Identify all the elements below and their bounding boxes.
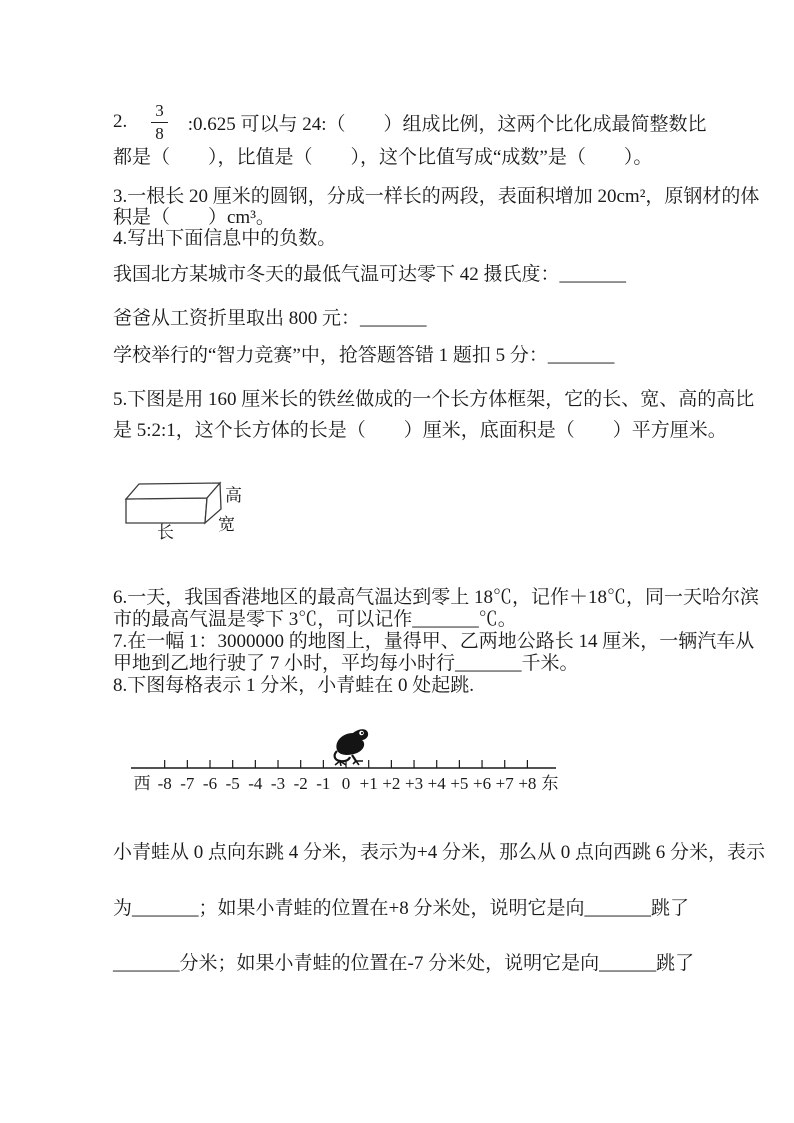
question-4-item-2: 爸爸从工资折里取出 800 元：_______ <box>113 308 427 329</box>
question-5-line-1: 5.下图是用 160 厘米长的铁丝做成的一个长方体框架，它的长、宽、高的高比 <box>113 389 755 410</box>
question-2-text: :0.625 可以与 24:（ ）组成比例，这两个比化成最简整数比 <box>187 113 707 135</box>
fraction-three-eighths <box>151 102 168 143</box>
frog-paragraph-line-1: 小青蛙从 0 点向东跳 4 分米，表示为+4 分米，那么从 0 点向西跳 6 分米，表示 <box>113 842 765 863</box>
question-8-line-1: 8.下图每格表示 1 分米，小青蛙在 0 处起跳. <box>113 675 475 696</box>
question-5-line-2: 是 5:2:1，这个长方体的长是（ ）厘米，底面积是（ ）平方厘米。 <box>113 420 727 441</box>
question-2-line-2: 都是（ ），比值是（ ），这个比值写成“成数”是（ ）。 <box>113 147 653 168</box>
numberline-label: 东 <box>541 774 559 793</box>
question-3-line-2: 积是（ ）cm³。 <box>113 207 275 228</box>
cuboid-length-label: 长 <box>157 523 174 542</box>
numberline-label: +3 <box>404 774 424 793</box>
numberline-label: +2 <box>382 774 401 793</box>
question-4-heading: 4.写出下面信息中的负数。 <box>113 228 337 249</box>
cuboid-width-label: 宽 <box>218 515 235 534</box>
numberline-figure <box>120 755 580 795</box>
frog-paragraph-line-3: _______分米；如果小青蛙的位置在-7 分米处，说明它是向______跳了 <box>113 953 695 974</box>
question-6-line-1: 6.一天，我国香港地区的最高气温达到零上 18℃，记作＋18℃，同一天哈尔滨 <box>113 587 760 608</box>
fraction-numerator: 3 <box>151 102 168 123</box>
numberline-label: +7 <box>495 774 514 793</box>
question-6-line-2: 市的最高气温是零下 3℃，可以记作_______℃。 <box>113 609 517 630</box>
numberline-label: -7 <box>180 774 195 793</box>
numberline-label: -1 <box>316 774 331 793</box>
question-3-line-1: 3.一根长 20 厘米的圆钢，分成一样长的两段，表面积增加 20cm²，原钢材的体 <box>113 186 760 207</box>
numberline-label: -8 <box>157 774 172 793</box>
numberline-label: -2 <box>293 774 308 793</box>
numberline-label: +4 <box>427 774 446 793</box>
question-2-line-1 <box>113 102 707 143</box>
numberline-label: -5 <box>225 774 240 793</box>
numberline-label: +6 <box>473 774 492 793</box>
numberline-label: -6 <box>202 774 218 793</box>
question-4-item-3: 学校举行的“智力竞赛”中，抢答题答错 1 题扣 5 分：_______ <box>113 345 615 366</box>
numberline-label: 0 <box>341 774 351 793</box>
frog-paragraph-line-2: 为_______；如果小青蛙的位置在+8 分米处，说明它是向_______跳了 <box>113 898 689 919</box>
question-4-item-1: 我国北方某城市冬天的最低气温可达零下 42 摄氏度：_______ <box>113 264 627 285</box>
cuboid-figure <box>120 477 230 537</box>
numberline-label: -4 <box>248 774 263 793</box>
question-7-line-2: 甲地到乙地行驶了 7 小时，平均每小时行_______千米。 <box>113 653 579 674</box>
fraction-denominator: 8 <box>155 123 164 143</box>
numberline-label: 西 <box>133 774 151 793</box>
numberline-label: +1 <box>359 774 378 793</box>
cuboid-height-label: 高 <box>225 486 242 505</box>
numberline-label: -3 <box>270 774 286 793</box>
numberline-label: +5 <box>450 774 469 793</box>
question-7-line-1: 7.在一幅 1：3000000 的地图上，量得甲、乙两地公路长 14 厘米，一辆汽车从 <box>113 631 755 652</box>
question-2-number: 2. <box>113 111 128 133</box>
numberline-label: +8 <box>518 774 537 793</box>
